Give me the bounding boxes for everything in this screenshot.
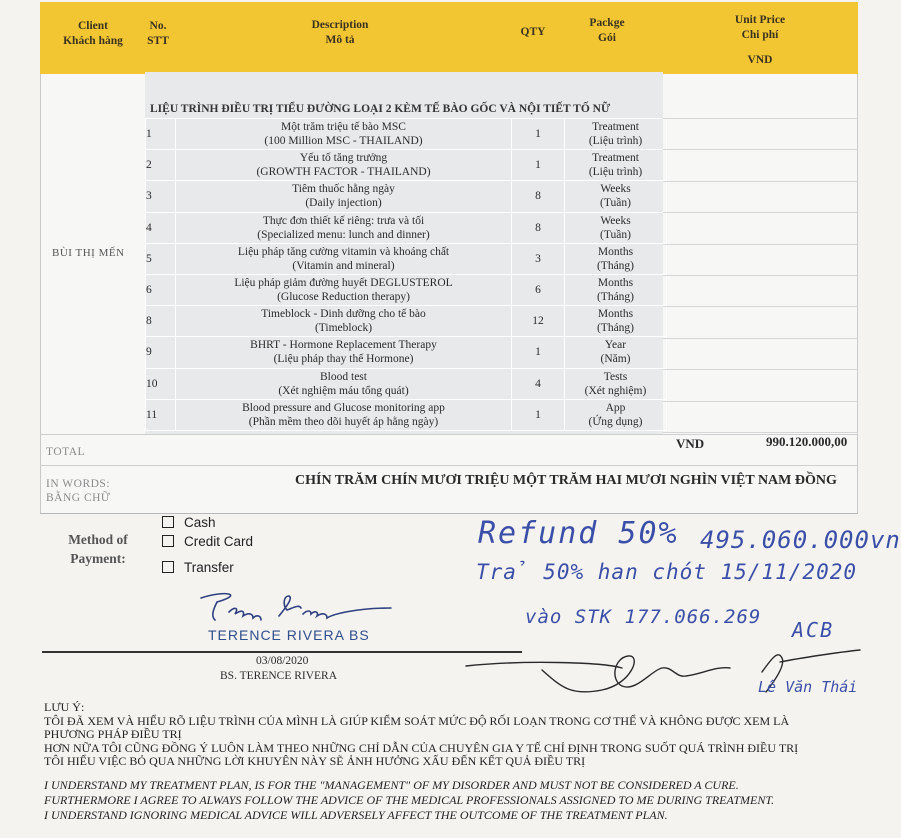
unit-price-column (663, 118, 858, 433)
item-description-text: (100 Million MSC - THAILAND) (264, 135, 423, 148)
item-description-text: (Glucose Reduction therapy) (277, 291, 410, 304)
item-number-text: 3 (146, 190, 152, 203)
item-number-text: 11 (146, 408, 158, 421)
item-number (146, 337, 176, 368)
total-label: TOTAL (46, 446, 86, 458)
header-client-vi: Khách hàng (63, 35, 123, 47)
item-description-text: Blood pressure and Glucose monitoring app (242, 401, 445, 414)
item-description-text: (Phần mềm theo dõi huyết áp hằng ngày) (248, 415, 439, 428)
item-package-text: (Tháng) (596, 322, 635, 335)
price-divider (663, 244, 858, 245)
item-qty-text: 6 (535, 284, 541, 297)
item-number (146, 181, 176, 212)
table-row (146, 368, 667, 399)
payment-method-label (58, 530, 138, 568)
table-row (146, 274, 667, 305)
item-description (176, 274, 512, 305)
handwritten-account: vào STK 177.066.269 (525, 606, 762, 628)
item-qty-text: 1 (535, 408, 541, 421)
item-package (565, 368, 667, 399)
item-number (146, 399, 176, 430)
item-description (176, 181, 512, 212)
client-signature-name: Lê Văn Thái (758, 678, 858, 696)
item-package (565, 399, 667, 430)
header-unit-price (710, 13, 810, 43)
handwritten-bank: ACB (792, 618, 835, 642)
item-description-text: Yếu tố tăng trưởng (299, 152, 388, 165)
item-description (176, 243, 512, 274)
item-package-text: Treatment (592, 152, 639, 165)
table-header (40, 2, 858, 75)
table-row (146, 399, 667, 430)
header-package (572, 16, 642, 46)
price-divider (663, 118, 858, 119)
header-no (138, 19, 178, 49)
item-qty (512, 306, 565, 337)
item-description (176, 337, 512, 368)
notes-line: I UNDERSTAND IGNORING MEDICAL ADVICE WILL ADVERSELY AFFECT THE OUTCOME OF THE TREATMENT PLAN. (44, 808, 668, 822)
item-description-text: (Timeblock) (314, 322, 373, 335)
header-qty: QTY (520, 26, 546, 38)
item-description (176, 368, 512, 399)
checkbox-icon[interactable] (162, 561, 174, 573)
item-description-text: Liệu pháp tăng cường vitamin và khoáng chất (237, 245, 450, 258)
doctor-printed-name: TERENCE RIVERA BS (208, 627, 370, 643)
item-package (565, 243, 667, 274)
handwritten-refund: Refund 50% (478, 516, 679, 551)
item-package-text: App (605, 401, 626, 414)
signature-line (42, 651, 522, 653)
item-number (146, 212, 176, 243)
item-qty (512, 150, 565, 181)
price-divider (663, 149, 858, 150)
checkbox-icon[interactable] (162, 516, 174, 528)
table-row (146, 181, 667, 212)
item-number-text: 2 (146, 159, 152, 172)
in-words-label (46, 477, 110, 505)
item-number (146, 368, 176, 399)
header-unit-price-vi: Chi phí (741, 29, 779, 41)
items-table (145, 118, 667, 431)
notes-line: I UNDERSTAND MY TREATMENT PLAN, IS FOR THE "MANAGEMENT" OF MY DISORDER AND MUST NOT BE CONSIDERED A CURE. (44, 778, 739, 792)
payment-label-line1: Method of (68, 532, 128, 547)
item-description-text: (GROWTH FACTOR - THAILAND) (256, 166, 431, 179)
item-qty (512, 274, 565, 305)
price-divider (663, 181, 858, 182)
handwritten-refund-amount: 495.060.000vn (700, 526, 901, 554)
item-qty (512, 337, 565, 368)
item-description-text: Liệu pháp giảm đường huyết DEGLUSTEROL (234, 277, 453, 290)
item-package-text: Months (597, 245, 634, 258)
table-row (146, 306, 667, 337)
item-qty-text: 8 (535, 221, 541, 234)
notes-line: TÔI HIỂU VIỆC BỎ QUA NHỮNG LỜI KHUYÊN NÀY SẼ ẢNH HƯỞNG XẤU ĐẾN KẾT QUẢ ĐIỀU TRỊ (44, 754, 586, 768)
price-divider (663, 338, 858, 339)
item-number (146, 274, 176, 305)
item-package (565, 181, 667, 212)
item-package-text: Weeks (600, 214, 631, 227)
item-package-text: (Năm) (600, 353, 631, 366)
item-description-text: (Xét nghiệm máu tổng quát) (278, 384, 409, 397)
item-description (176, 399, 512, 430)
item-package-text: (Tháng) (596, 291, 635, 304)
total-amount: 990.120.000,00 (766, 434, 848, 449)
item-number (146, 150, 176, 181)
payment-option-transfer[interactable] (162, 560, 234, 575)
header-currency: VND (747, 54, 773, 66)
payment-option-credit-card[interactable] (162, 534, 253, 549)
notes-line: TÔI ĐÃ XEM VÀ HIỂU RÕ LIỆU TRÌNH CỦA MÌNH LÀ GIÚP KIỂM SOÁT MỨC ĐỘ RỐI LOẠN TRONG CƠ THỂ VÀ KHÔNG ĐƯỢC XEM LÀ (44, 713, 790, 728)
header-client-en: Client (77, 20, 109, 32)
item-package-text: (Liệu trình) (588, 166, 643, 179)
item-qty (512, 368, 565, 399)
item-description-text: Tiêm thuốc hằng ngày (292, 183, 395, 196)
item-number (146, 243, 176, 274)
price-divider (663, 275, 858, 276)
item-qty-text: 1 (535, 346, 541, 359)
price-divider (663, 212, 858, 213)
item-description-text: Một trăm triệu tế bào MSC (281, 121, 406, 134)
handwritten-deadline: Trả 50% han chót 15/11/2020 (476, 560, 858, 584)
signature-date: 03/08/2020 (256, 655, 309, 667)
client-name: BÙI THỊ MẾN (52, 247, 125, 259)
item-package-text: Year (604, 339, 627, 352)
item-qty (512, 119, 565, 150)
table-row (146, 243, 667, 274)
item-package-text: (Liệu trình) (588, 135, 643, 148)
amount-in-words: CHÍN TRĂM CHÍN MƯƠI TRIỆU MỘT TRĂM HAI MƯƠI NGHÌN VIỆT NAM ĐỒNG (295, 473, 837, 488)
item-package (565, 306, 667, 337)
payment-option-cash[interactable] (162, 515, 216, 530)
header-no-vi: STT (147, 35, 169, 47)
item-number-text: 10 (146, 377, 158, 390)
item-package-text: Weeks (600, 183, 631, 196)
header-description (240, 18, 440, 48)
item-description-text: Blood test (320, 370, 367, 383)
checkbox-icon[interactable] (162, 535, 174, 547)
item-package-text: Months (597, 277, 634, 290)
item-description-text: (Daily injection) (305, 197, 382, 210)
item-package (565, 274, 667, 305)
header-unit-price-en: Unit Price (734, 14, 786, 26)
price-divider (663, 306, 858, 307)
notes-line: FURTHERMORE I AGREE TO ALWAYS FOLLOW THE ADVICE OF THE MEDICAL PROFESSIONALS ASSIGNED TO ME DURING TREATMENT. (44, 793, 775, 807)
item-description-text: (Vitamin and mineral) (292, 259, 395, 272)
table-row (146, 150, 667, 181)
notes-vietnamese (44, 701, 894, 769)
item-qty (512, 181, 565, 212)
item-package-text: (Tuần) (600, 197, 631, 210)
item-number (146, 119, 176, 150)
item-package-text: (Ứng dụng) (588, 415, 643, 428)
in-words-label-vi: BẰNG CHỮ (46, 492, 111, 504)
item-qty-text: 12 (532, 315, 544, 328)
payment-option-label: Credit Card (184, 534, 254, 549)
item-qty (512, 243, 565, 274)
price-divider (663, 432, 858, 433)
table-row (146, 212, 667, 243)
item-number-text: 9 (146, 346, 152, 359)
item-qty-text: 1 (535, 159, 541, 172)
item-number-text: 8 (146, 315, 152, 328)
notes-title: LƯU Ý: (44, 700, 85, 714)
item-number-text: 1 (146, 128, 152, 141)
price-divider (663, 369, 858, 370)
item-qty (512, 212, 565, 243)
item-package-text: (Tháng) (596, 259, 635, 272)
header-desc-vi: Mô tả (325, 34, 355, 46)
payment-option-label: Cash (184, 515, 216, 530)
item-package (565, 119, 667, 150)
program-title: LIỆU TRÌNH ĐIỀU TRỊ TIỂU ĐƯỜNG LOẠI 2 KÈM TẾ BÀO GỐC VÀ NỘI TIẾT TỐ NỮ (150, 103, 611, 115)
doctor-signature-icon (195, 588, 410, 628)
item-description (176, 212, 512, 243)
notes-line: PHƯƠNG PHÁP ĐIỀU TRỊ (44, 727, 182, 741)
in-words-label-en: IN WORDS: (46, 478, 111, 490)
item-qty-text: 3 (535, 252, 541, 265)
payment-option-label: Transfer (184, 560, 234, 575)
payment-label-line2: Payment: (70, 551, 126, 566)
item-description (176, 119, 512, 150)
item-number-text: 6 (146, 284, 152, 297)
header-package-en: Packge (589, 17, 625, 29)
item-number-text: 5 (146, 252, 152, 265)
item-package-text: (Tuần) (600, 228, 631, 241)
header-desc-en: Description (311, 19, 369, 31)
item-qty-text: 1 (535, 128, 541, 141)
item-description-text: Timeblock - Dinh dưỡng cho tế bào (261, 308, 426, 321)
price-divider (663, 401, 858, 402)
item-description-text: BHRT - Hormone Replacement Therapy (250, 339, 437, 352)
notes-line: HƠN NỮA TÔI CŨNG ĐỒNG Ý LUÔN LÀM THEO NHỮNG CHỈ DẪN CỦA CHUYÊN GIA Y TẾ CHỈ ĐỊNH TRONG SUỐT QUÁ TRÌNH ĐIỀU TRỊ (44, 740, 799, 755)
table-row (146, 337, 667, 368)
item-package (565, 150, 667, 181)
header-package-vi: Gói (598, 32, 616, 44)
item-package (565, 212, 667, 243)
item-package-text: Tests (603, 370, 628, 383)
item-qty-text: 4 (535, 377, 541, 390)
item-number-text: 4 (146, 221, 152, 234)
notes-english (44, 778, 894, 823)
doctor-name: BS. TERENCE RIVERA (220, 670, 338, 682)
item-qty-text: 8 (535, 190, 541, 203)
item-description-text: (Liệu pháp thay thế Hormone) (273, 353, 414, 366)
header-no-en: No. (149, 20, 167, 32)
item-package (565, 337, 667, 368)
item-qty (512, 399, 565, 430)
item-package-text: (Xét nghiệm) (584, 384, 647, 397)
item-description (176, 306, 512, 337)
table-row (146, 119, 667, 150)
total-currency: VND (676, 436, 705, 451)
item-description-text: Thực đơn thiết kế riêng: trưa và tối (262, 214, 425, 227)
item-package-text: Months (597, 308, 634, 321)
item-description (176, 150, 512, 181)
item-description-text: (Specialized menu: lunch and dinner) (257, 228, 430, 241)
item-package-text: Treatment (592, 121, 639, 134)
item-number (146, 306, 176, 337)
header-client (48, 19, 138, 49)
total-row (40, 434, 858, 466)
